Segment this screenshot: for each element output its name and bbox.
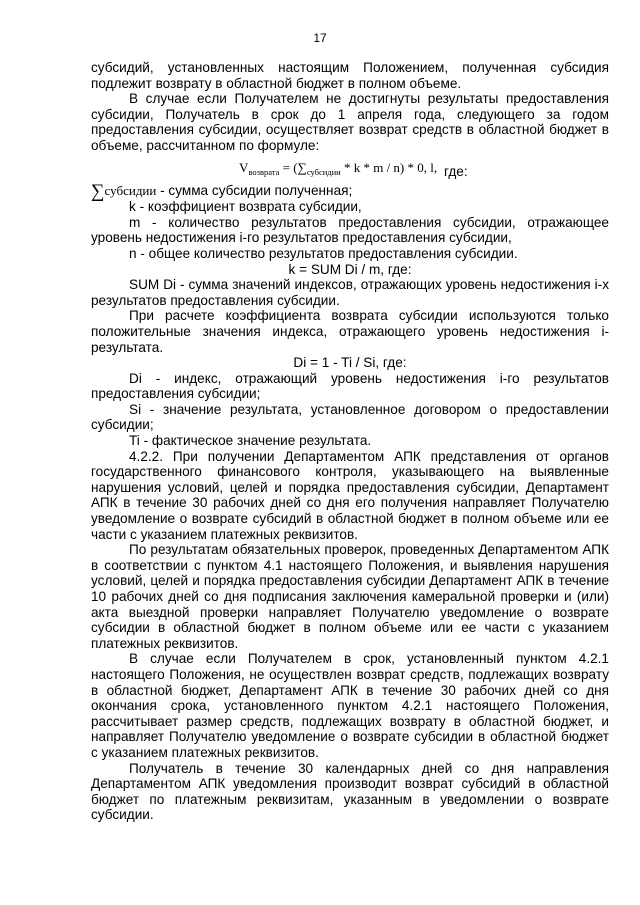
definition-sum-di: SUM Di - сумма значений индексов, отражающих уровень недостижения i-х результатов предоставления субсидии. [91, 277, 609, 308]
paragraph: При расчете коэффициента возврата субсидии используются только положительные значения индекса, отражающего уровень недостижения i-результата. [91, 308, 609, 355]
formula-rest: * k * m / n) * 0, l, [340, 159, 438, 175]
paragraph: В случае если Получателем в срок, установленный пунктом 4.2.1 настоящего Положения, не осуществлен возврат средств, подлежащих возврату в областной бюджет, Департамент АПК в течение 30 рабочих дней со дня окончания срока, установленного пунктом 4.2.1 настоящего Положения, рассчитывает размер средств, подлежащих возврату в областной бюджет, и направляет Получателю уведомление о возврате субсидии в областной бюджет с указанием платежных реквизитов. [91, 651, 609, 760]
sum-subscript: субсидии [104, 182, 157, 198]
document-body [91, 60, 609, 823]
paragraph: Получатель в течение 30 календарных дней со дня направления Департаментом АПК уведомления производит возврат субсидий в областной бюджет по платежным реквизитам, указанным в уведомлении о возврате субсидии. [91, 760, 609, 823]
formula-v: V [239, 159, 249, 175]
section-4-2-2: 4.2.2. При получении Департаментом АПК представления от органов государственного финансового контроля, указывающего на выявленные нарушения условий, целей и порядка предоставления субсидии, Департамент АПК в течение 30 рабочих дней со дня его получения направляет Получателю уведомление о возврате субсидий в областной бюджет в полном объеме или ее части с указанием платежных реквизитов. [91, 448, 609, 542]
sum-definition-text: - сумма субсидии полученная; [156, 182, 353, 198]
paragraph: По результатам обязательных проверок, проведенных Департаментом АПК в соответствии с пунктом 4.1 настоящего Положения, и выявления нарушения условий, целей и порядка предоставления субсидии Департамент АПК в течение 10 рабочих дней со дня подписания заключения камеральной проверки и (или) акта выездной проверки направляет Получателю уведомление о возврате субсидии в областной бюджет в полном объеме или ее части с указанием платежных реквизитов. [91, 542, 609, 651]
formula-expression [239, 160, 437, 181]
paragraph: субсидий, установленных настоящим Положением, полученная субсидия подлежит возврату в областной бюджет в полном объеме. [91, 60, 609, 91]
page-number: 17 [313, 31, 327, 45]
paragraph: В случае если Получателем не достигнуты результаты предоставления субсидии, Получатель в срок до 1 апреля года, следующего за годом предоставления субсидии, осуществляет возврат средств в областной бюджет в объеме, рассчитанном по формуле: [91, 91, 609, 153]
formula-where: где: [444, 163, 468, 179]
formula-sigma: ∑ [297, 159, 307, 175]
formula-eq: = ( [279, 159, 298, 175]
definition-ti: Ti - фактическое значение результата. [129, 433, 372, 449]
definition-di: Di - индекс, отражающий уровень недостижения i-го результатов предоставления субсидии; [91, 370, 609, 402]
definition-si: Si - значение результата, установленное договором о предоставлении субсидии; [91, 401, 609, 433]
sum-definition [91, 180, 609, 202]
di-formula: Di = 1 - Ti / Si, где: [293, 355, 407, 371]
formula-v-subscript: возврата [248, 166, 280, 177]
definition-k: k - коэффициент возврата субсидии, [129, 199, 362, 215]
sum-sigma: ∑ [91, 180, 105, 202]
k-formula: k = SUM Di / m, где: [288, 261, 412, 277]
definition-m: m - количество результатов предоставления субсидии, отражающее уровень недостижения i-го результатов предоставления субсидии, [91, 214, 609, 246]
formula-sigma-subscript: субсидии [306, 166, 341, 177]
return-formula [91, 155, 609, 181]
definition-n: n - общее количество результатов предоставления субсидии. [129, 245, 518, 261]
